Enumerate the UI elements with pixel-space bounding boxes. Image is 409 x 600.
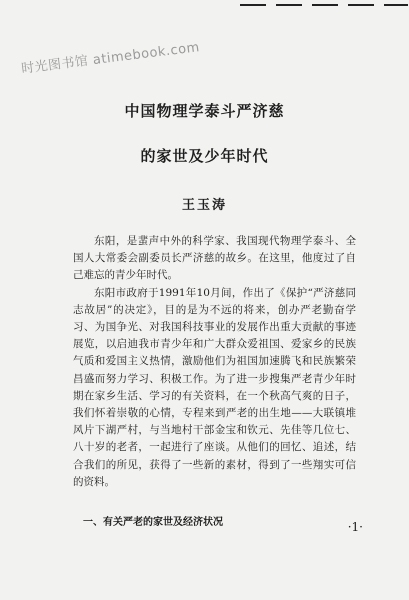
title-line-1: 中国物理学泰斗严济慈 xyxy=(124,102,285,120)
body-text xyxy=(73,233,356,491)
top-border-rule xyxy=(240,4,408,6)
paragraph-1: 东阳，是蜚声中外的科学家、我国现代物理学泰斗、全国人大常委会副委员长严济慈的故乡。在这里，他度过了自己难忘的青少年时代。 xyxy=(73,235,356,282)
title-line-2: 的家世及少年时代 xyxy=(140,147,269,165)
author-name: 王玉涛 xyxy=(181,198,227,213)
section-heading: 一、有关严老的家世及经济状况 xyxy=(83,517,223,528)
watermark: 时光图书馆 atimebook.com xyxy=(20,40,201,77)
paragraph-2: 东阳市政府于1991年10月间，作出了《保护“严济慈同志故居”的决定》，目的是为不远的将来，创办严老勤奋学习、为国争光、对我国科技事业的发展作出重大贡献的事迹展览，以启迪我市青少年和广大群众爱祖国、爱家乡的民族气质和爱国主义热情，激励他们为祖国加速腾飞和民族繁荣昌盛而努力学习、积极工作。为了进一步搜集严老青少年时期在家乡生活、学习的有关资料，在一个秋高气爽的日子，我们怀着崇敬的心情，专程来到严老的出生地——大联镇堆风片下湖严村，与当地村干部金宝和钦元、先佳等几位七、八十岁的老者，一起进行了座谈。从他们的回忆、追述，结合我们的所见，获得了一些新的素材，得到了一些翔实可信的资料。 xyxy=(73,286,356,488)
page-number: ·1· xyxy=(347,520,363,534)
